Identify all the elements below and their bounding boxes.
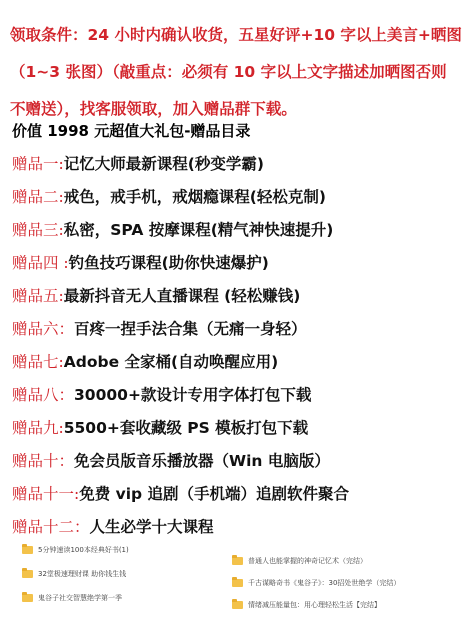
gift-text: 戒色，戒手机，戒烟瘾课程(轻松克制): [63, 188, 326, 206]
folder-icon: [22, 570, 33, 578]
gift-text: 30000+款设计专用字体打包下载: [74, 386, 312, 404]
gift-label: 赠品六：: [12, 320, 75, 338]
gift-item-9: [12, 416, 308, 438]
folder-item[interactable]: [232, 556, 367, 566]
gift-label: 赠品八：: [12, 386, 75, 404]
intro-paragraph: [10, 17, 465, 128]
gift-item-5: [12, 284, 300, 306]
folder-item[interactable]: [232, 600, 381, 610]
folder-list-screenshot: [0, 541, 472, 620]
folder-icon: [22, 546, 33, 554]
gift-item-2: [12, 185, 326, 207]
gift-text: 免会员版音乐播放器（Win 电脑版）: [74, 452, 330, 470]
folder-name: 普通人也能掌握的神奇记忆术（完结）: [248, 557, 367, 565]
gift-label: 赠品九:: [12, 419, 64, 437]
folder-item[interactable]: [22, 545, 129, 555]
gift-text: 免费 vip 追剧（手机端）追剧软件聚合: [79, 485, 350, 503]
folder-name: 千古谋略奇书《鬼谷子》：30招处世绝学（完结）: [248, 579, 401, 587]
intro-line-2: （1~3 张图）（敲重点：必须有 10 字以上文字描述加晒图否则: [10, 63, 447, 81]
gift-item-8: [12, 383, 311, 405]
intro-line-3: 不赠送），找客服领取，加入赠品群下载。: [10, 100, 297, 118]
gift-text: Adobe 全家桶(自动唤醒应用): [63, 353, 279, 371]
gift-item-10: [12, 449, 330, 471]
folder-item[interactable]: [22, 569, 126, 579]
catalog-subtitle: 价值 1998 元超值大礼包-赠品目录: [12, 122, 251, 140]
gift-label: 赠品十二：: [12, 518, 90, 536]
gift-item-1: [12, 152, 264, 174]
gift-item-4: [12, 251, 269, 273]
gift-label: 赠品三:: [12, 221, 64, 239]
gift-label: 赠品二:: [12, 188, 64, 206]
folder-item[interactable]: [232, 578, 400, 588]
gift-label: 赠品七:: [12, 353, 64, 371]
gift-label: 赠品五:: [12, 287, 64, 305]
folder-icon: [232, 579, 243, 587]
gift-text: 私密，SPA 按摩课程(精气神快速提升): [63, 221, 334, 239]
intro-line-1: 领取条件：24 小时内确认收货，五星好评+10 字以上美言+晒图: [10, 26, 462, 44]
gift-text: 钓鱼技巧课程(助你快速爆护): [68, 254, 269, 272]
folder-icon: [232, 557, 243, 565]
gift-label: 赠品十一:: [12, 485, 80, 503]
gift-text: 人生必学十大课程: [89, 518, 214, 536]
folder-icon: [22, 594, 33, 602]
gift-item-3: [12, 218, 333, 240]
gift-text: 百疼一捏手法合集（无痛一身轻）: [74, 320, 307, 338]
folder-name: 情绪减压能量包：用心理轻松生活【完结】: [248, 601, 381, 609]
gift-label: 赠品一:: [12, 155, 64, 173]
folder-name: 5分钟速读100本经典好书(1): [38, 546, 129, 554]
gift-item-12: [12, 515, 214, 537]
gift-label: 赠品四 :: [12, 254, 69, 272]
gift-item-6: [12, 317, 307, 339]
gift-text: 最新抖音无人直播课程 (轻松赚钱): [63, 287, 301, 305]
gift-text: 记忆大师最新课程(秒变学霸): [63, 155, 264, 173]
gift-text: 5500+套收藏级 PS 模板打包下载: [63, 419, 309, 437]
folder-name: 鬼谷子社交智慧绝学第一季: [38, 594, 122, 602]
folder-name: 32堂极速理财课 助你钱生钱: [38, 570, 127, 578]
gift-label: 赠品十：: [12, 452, 75, 470]
gift-item-11: [12, 482, 349, 504]
folder-item[interactable]: [22, 593, 122, 603]
gift-item-7: [12, 350, 278, 372]
folder-icon: [232, 601, 243, 609]
